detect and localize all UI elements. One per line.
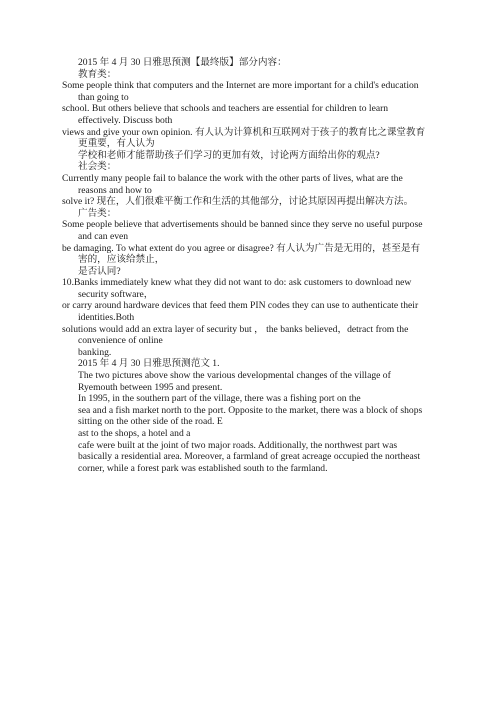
document-line: 学校和老师才能帮助孩子们学习的更加有效，讨论两方面给出你的观点? — [78, 149, 380, 161]
document-line: 教育类： — [78, 68, 117, 80]
document-line: or carry around hardware devices that feed them PIN codes they can use to authenticate their identities.Both — [62, 300, 421, 324]
document-line: 广告类： — [78, 207, 117, 219]
document-line: be damaging. To what extent do you agree or disagree? 有人认为广告是无用的，甚至是有害的，应该给禁止， — [62, 242, 421, 266]
document-line: In 1995, in the southern part of the village, there was a fishing port on the — [78, 393, 361, 405]
document-line: 是否认同? — [78, 265, 121, 277]
document-line: 2015 年 4 月 30 日雅思预测范文 1. — [78, 358, 220, 370]
document-line: solve it? 现在，人们很难平衡工作和生活的其他部分，讨论其原因再提出解决方法。 — [62, 196, 414, 208]
document-line: 2015 年 4 月 30 日雅思预测【最终版】部分内容： — [78, 57, 287, 68]
document-line: Some people believe that advertisements should be banned since they serve no useful purpose and can even — [62, 219, 425, 242]
document-line: Currently many people fail to balance the work with the other parts of lives, what are the reasons and how to — [62, 172, 406, 196]
document-line: 社会类： — [78, 161, 117, 173]
document-body — [62, 57, 428, 474]
document-line: banking. — [78, 346, 112, 358]
document-line: views and give your own opinion. 有人认为计算机和互联网对于孩子的教育比之课堂教育更重要，有人认为 — [62, 126, 426, 150]
document-line: ast to the shops, a hotel and a — [78, 428, 191, 439]
document-line: 10.Banks immediately knew what they did not want to do: ask customers to download new security software， — [62, 277, 414, 300]
document-line: school. But others believe that schools and teachers are essential for children to learn effectively. Discuss both — [62, 103, 391, 126]
document-line: sea and a fish market north to the port. Opposite to the market, there was a block of shops sitting on the other side of the road. E — [78, 404, 425, 428]
document-line: cafe were built at the joint of two major roads. Additionally, the northwest part was basically a residential area. Moreover, a farmland of great acreage occupied the northeast corner, while a forest park was established south to the farmland. — [78, 439, 423, 474]
document-line: Some people think that computers and the Internet are more important for a child's education than going to — [62, 80, 421, 103]
document-line: The two pictures above show the various developmental changes of the village of Ryemouth between 1995 and present. — [78, 370, 394, 393]
document-line: solutions would add an extra layer of security but ， the banks believed，detract from the convenience of online — [62, 323, 411, 347]
